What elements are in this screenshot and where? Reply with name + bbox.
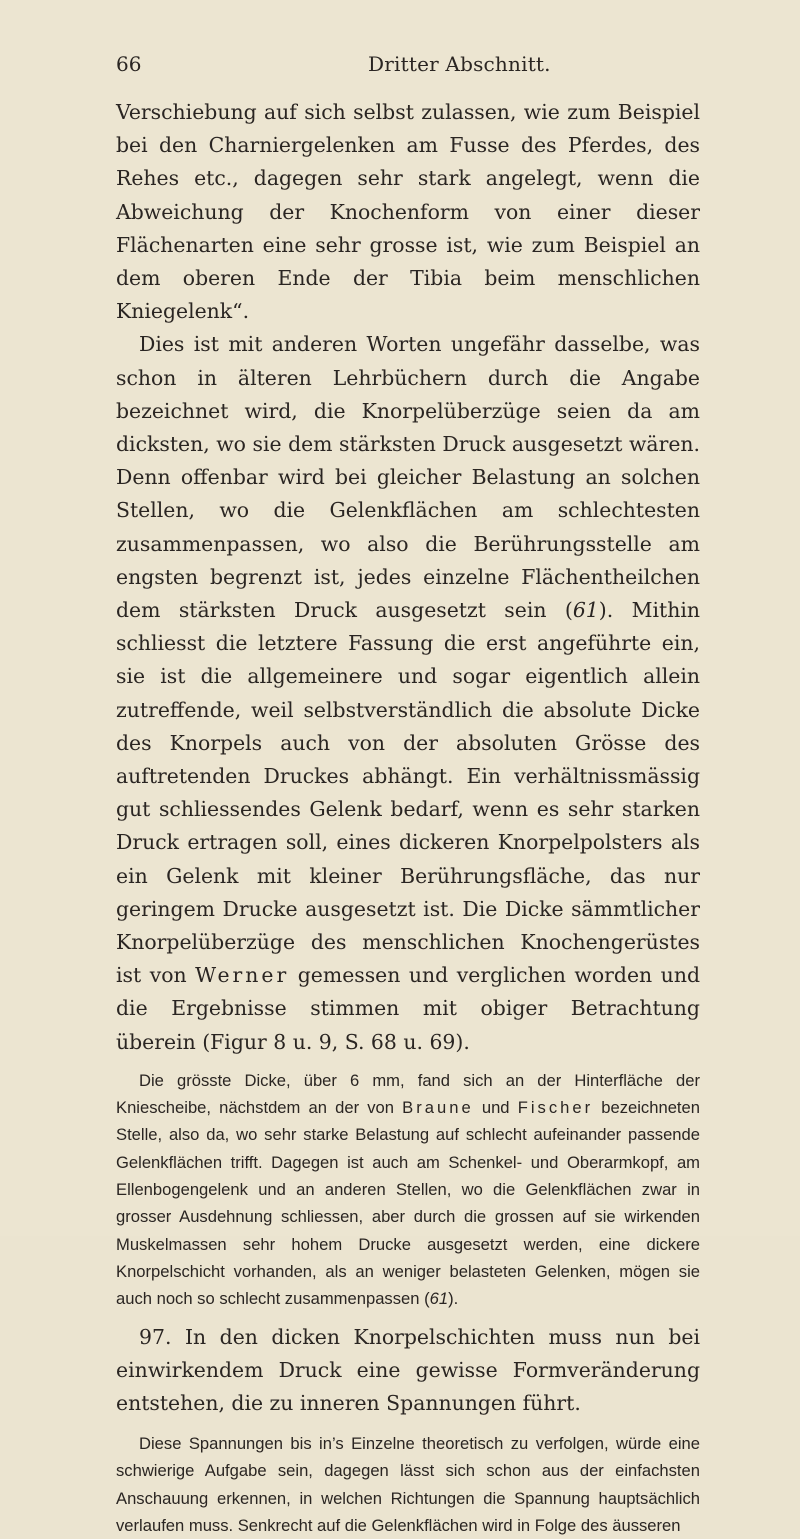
text-run: Dies ist mit anderen Worten ungefähr dasselbe, was schon in älteren Lehrbüchern durch die Angabe bezeichnet wird, die Knorpelüberzüge seien da am dicksten, wo sie dem stärksten Druck ausgesetzt wären. Denn offenbar wird bei gleicher Belastung an solchen Stellen, wo die Gelenkflächen am schlechtesten zusammenpassen, wo also die Berührungsstelle am engsten begrenzt ist, jedes einzelne Flächentheilchen dem stärksten Druck ausgesetzt sein ( — [116, 332, 700, 623]
citation-ref: 61 — [572, 598, 599, 623]
text-run: Verschiebung auf sich selbst zulassen, wie zum Beispiel bei den Charniergelenken am Fusse des Pferdes, des Rehes etc., dagegen sehr stark angelegt, wenn die Abweichung der Knochenform von einer dieser Flächenarten eine sehr grosse ist, wie zum Beispiel an dem oberen Ende der Tibia beim menschlichen Kniegelenk“. — [116, 100, 700, 324]
paragraph-note — [116, 1067, 700, 1313]
author-name: Fischer — [517, 1098, 594, 1118]
author-name: Braune — [402, 1098, 474, 1118]
paragraph-note — [116, 1430, 700, 1539]
text-run: Diese Spannungen bis in’s Einzelne theoretisch zu verfolgen, würde eine schwierige Aufgabe sein, dagegen lässt sich schon aus der einfachsten Anschauung erkennen, in welchen Richtungen die Spannung hauptsächlich verlaufen muss. Senkrecht auf die Gelenkflächen wird in Folge des äusseren — [116, 1434, 700, 1536]
text-run: 97. In den dicken Knorpelschichten muss nun bei einwirkendem Druck eine gewisse Formveränderung entstehen, die zu inneren Spannungen führt. — [116, 1324, 700, 1415]
text-run: Die grösste Dicke, über 6 mm, fand sich an der Hinterfläche der Kniescheibe, nächstdem an der von — [116, 1070, 700, 1118]
text-run: ). Mithin schliesst die letztere Fassung die erst angeführte ein, sie ist die allgemeinere und sogar eigentlich allein zutreffende, weil selbstverständlich die absolute Dicke des Knorpels auch von der absoluten Grösse des auftretenden Druckes abhängt. Ein verhältnissmässig gut schliessendes Gelenk bedarf, wenn es sehr starken Druck ertragen soll, eines dickeren Knorpelpolsters als ein Gelenk mit kleiner Berührungsfläche, das nur geringem Drucke ausgesetzt ist. Die Dicke sämmtlicher Knorpelüberzüge des menschlichen Knochengerüstes ist von — [116, 598, 700, 988]
page-number: 66 — [116, 52, 142, 76]
page-body — [116, 96, 700, 1539]
text-run: ). — [448, 1289, 459, 1309]
paragraph-continuation — [116, 96, 700, 328]
text-run: gemessen und verglichen worden und die Ergebnisse stimmen mit obiger Betrachtung überein (Figur 8 u. 9, S. 68 u. 69). — [116, 963, 701, 1054]
author-name: Werner — [195, 963, 290, 988]
text-run: bezeichneten Stelle, also da, wo sehr starke Belastung auf schlecht aufeinander passende Gelenkflächen trifft. Dagegen ist auch am Schenkel- und Oberarmkopf, am Ellenbogengelenk und an anderen Stellen, wo die Gelenkflächen zwar in grosser Ausdehnung schliessen, aber durch die grossen auf sie wirkenden Muskelmassen sehr hohem Drucke ausgesetzt werden, eine dickere Knorpelschicht vorhanden, als an weniger belasteten Gelenken, mögen sie auch noch so schlecht zusammenpassen ( — [116, 1098, 700, 1309]
running-head: Dritter Abschnitt. — [368, 52, 551, 76]
page-header — [116, 52, 716, 82]
paragraph-main — [116, 328, 700, 1058]
text-run: und — [473, 1098, 518, 1118]
citation-ref: 61 — [429, 1289, 449, 1309]
section-97-paragraph — [116, 1321, 700, 1421]
